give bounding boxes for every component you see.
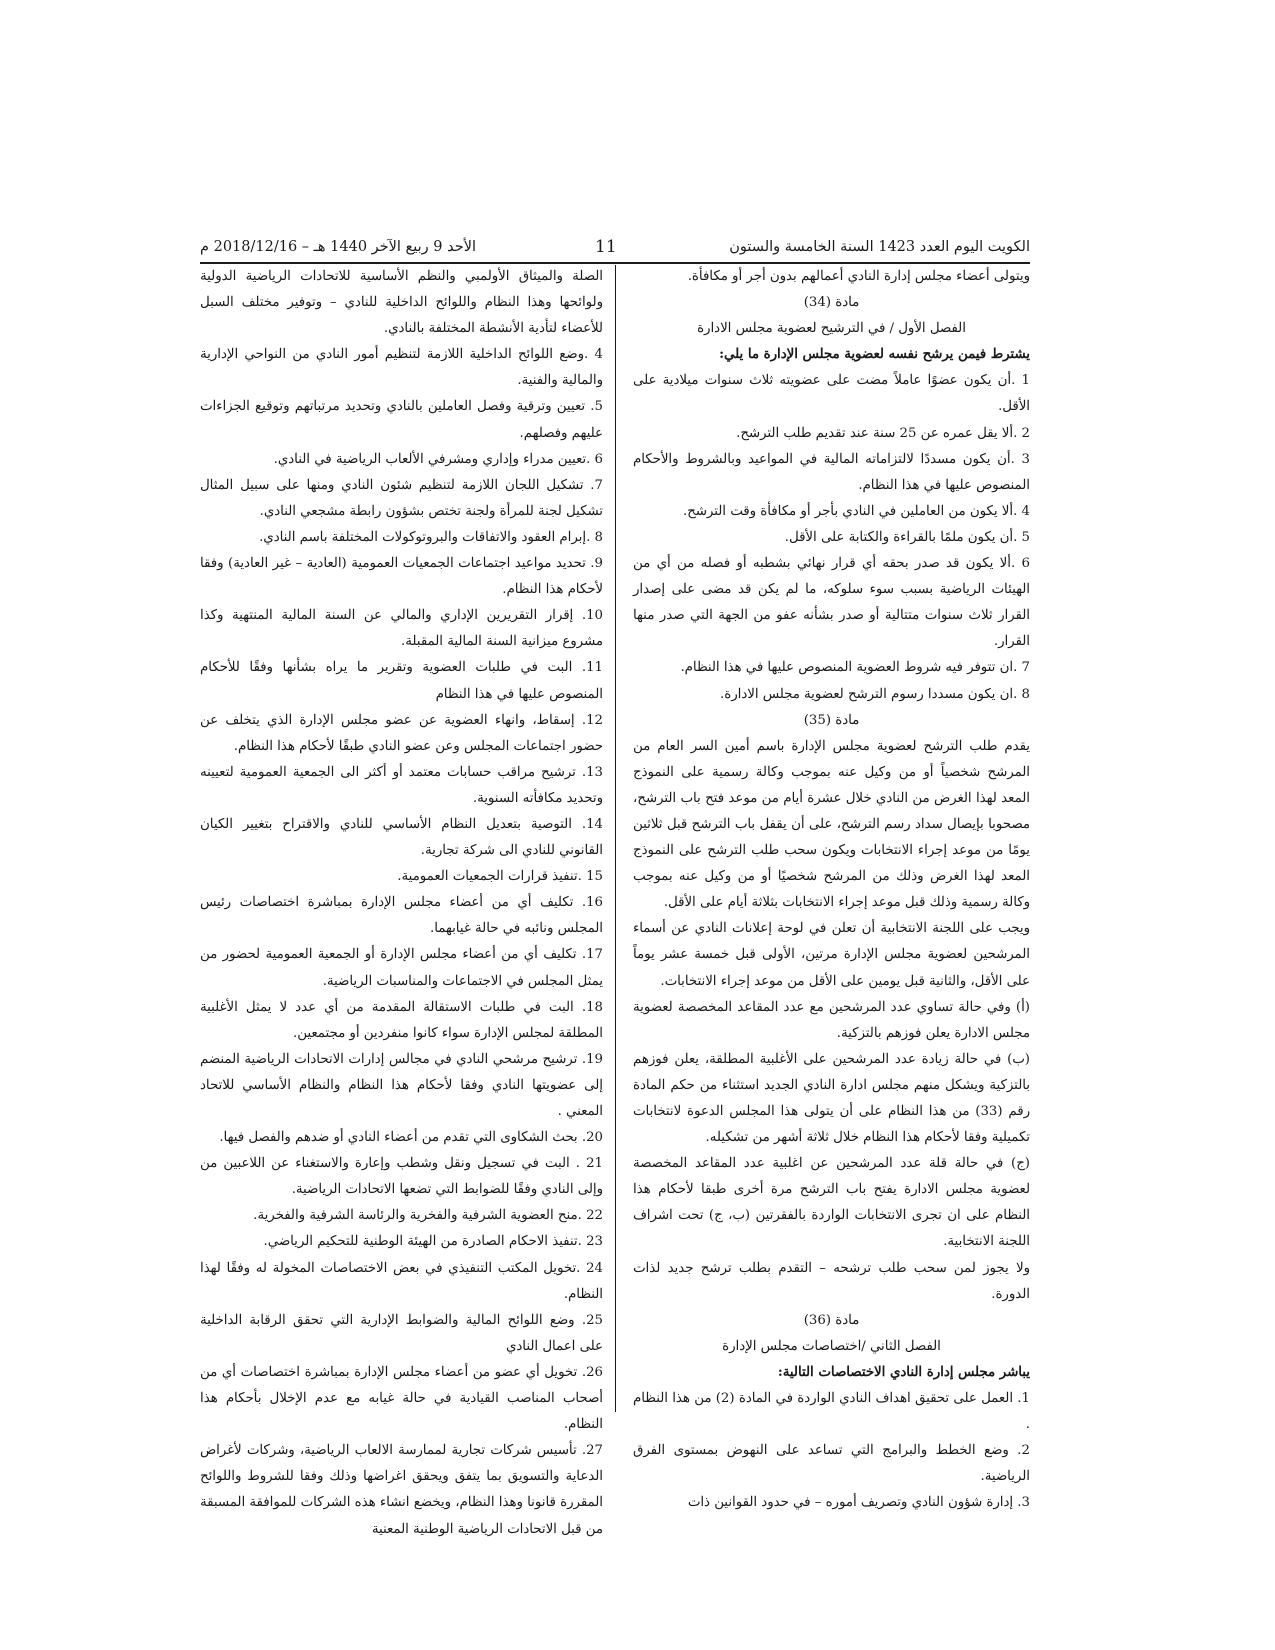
list-item: 9. تحديد مواعيد اجتماعات الجمعيات العمومية (العادية – غير العادية) وفقا لأحكام هذا النظام. [200,556,603,598]
article-35-title: مادة (35) [803,712,860,728]
list-item: 14. التوصية بتعديل النظام الأساسي للنادي والاقتراح بتغيير الكيان القانوني للنادي الى شركة تجارية. [200,816,603,859]
list-item: 23 .تنفيذ الاحكام الصادرة من الهيئة الوطنية للتحكيم الرياضي. [263,1234,603,1250]
article-35-paragraph: ويجب على اللجنة الانتخابية أن تعلن في لوحة إعلانات النادي عن أسماء المرشحين لعضوية مجلس الإدارة مرتين، الأولى قبل خمسة عشر يوماً على الأقل، والثانية قبل يومين على الأقل من موعد إجراء الانتخابات. [633,921,1030,989]
article-34-item: 4 .ألا يكون من العاملين في النادي بأجر أو مكافأة وقت الترشح. [682,503,1030,519]
list-item: 7. تشكيل اللجان اللازمة لتنظيم شئون النادي ومنها على سبيل المثال تشكيل لجنة للمرأة ولجنة تختص بشؤون رابطة مشجعي النادي. [200,477,603,519]
article-36-lead: يباشر مجلس إدارة النادي الاختصاصات التالية: [777,1364,1030,1380]
article-35-paragraph: يقدم طلب الترشح لعضوية مجلس الإدارة باسم أمين السر العام من المرشح شخصياً أو من وكيل عنه بموجب وكالة رسمية على النموذج المعد لهذا الغرض من النادي خلال عشرة أيام من موعد فتح باب الترشح، مصحوبا بإيصال سداد رسم الترشح، على أن يقفل باب الترشح قبل ثلاثين يومًا من موعد إجراء الانتخابات ويكون سحب طلب الترشح على النموذج المعد لهذا الغرض وذلك من المرشح شخصيًا أو من وكيل عنه بموجب وكالة رسمية وذلك قبل موعد إجراء الانتخابات بثلاثة أيام على الأقل. [633,738,1030,911]
article-34-lead: يشترط فيمن يرشح نفسه لعضوية مجلس الإدارة ما يلي: [719,347,1030,363]
article-36-item: 2. وضع الخطط والبرامج التي تساعد على النهوض بمستوى الفرق الرياضية. [633,1443,1030,1485]
article-34-item: 8 .ان يكون مسددا رسوم الترشح لعضوية مجلس الادارة. [720,686,1030,702]
list-item: 12. إسقاط، وانهاء العضوية عن عضو مجلس الإدارة الذي يتخلف عن حضور اجتماعات المجلس وعن عضو النادي طبقًا لأحكام هذا النظام. [200,712,603,754]
list-item: 20. بحث الشكاوى التي تقدم من أعضاء النادي أو ضدهم والفصل فيها. [219,1130,603,1146]
article-36-title: مادة (36) [803,1312,860,1328]
list-item: 25. وضع اللوائح المالية والضوابط الإدارية التي تحقق الرقابة الداخلية على اعمال النادي [200,1312,603,1354]
list-item: 6 .تعيين مدراء وإداري ومشرفي الألعاب الرياضية في النادي. [273,451,603,467]
list-item: 27. تأسيس شركات تجارية لممارسة الالعاب الرياضية، وشركات لأغراض الدعاية والتسويق بما يتفق ويحقق اغراضها وذلك وفقا للشروط واللوائح المقررة قانونا وهذا النظام، ويخضع انشاء هذه الشركات للموافقة المسبقة من قبل الاتحادات الرياضية الوطنية المعنية [200,1443,603,1537]
chapter-2-title: الفصل الثاني /اختصاصات مجلس الإدارة [722,1338,941,1354]
list-item: 21 . البت في تسجيل ونقل وشطب وإعارة والاستغناء عن اللاعبين من وإلى النادي وفقًا للضوابط التي تضعها الاتحادات الرياضية. [200,1156,603,1198]
article-34-item: 6 .ألا يكون قد صدر بحقه أي قرار نهائي بشطبه أو فصله من أي من الهيئات الرياضية بسبب سوء سلوكه، ما لم يكن قد مضى على إصدار القرار ثلاث سنوات متتالية أو صدر بشأنه عفو من الجهة التي صدر منها القرار. [633,556,1030,650]
article-34-title: مادة (34) [803,295,860,311]
right-column [633,264,1030,1517]
page-number: 11 [595,237,617,257]
list-item: 22 .منح العضوية الشرفية والفخرية والرئاسة الشرفية والفخرية. [253,1208,603,1224]
list-item: 10. إقرار التقريرين الإداري والمالي عن السنة المالية المنتهية وكذا مشروع ميزانية السنة المالية المقبلة. [200,608,603,650]
article-34-item: 1 .أن يكون عضوًا عاملاً مضت على عضويته ثلاث سنوات ميلادية على الأقل. [633,373,1030,415]
list-item: 18. البت في طلبات الاستقالة المقدمة من أي عدد لا يمثل الأغلبية المطلقة لمجلس الإدارة سواء كانوا منفردين أو مجتمعين. [200,999,603,1041]
list-item: 13. ترشيح مراقب حسابات معتمد أو أكثر الى الجمعية العمومية لتعيينه وتحديد مكافأته السنوية. [200,764,603,806]
list-item: 26. تخويل أي عضو من أعضاء مجلس الإدارة بمباشرة اختصاصات أي من أصحاب المناصب القيادية في حالة غيابه مع عدم الإخلال بأحكام هذا النظام. [200,1364,603,1433]
article-34-item: 2 .ألا يقل عمره عن 25 سنة عند تقديم طلب الترشح. [736,425,1030,441]
list-item: 5. تعيين وترقية وفصل العاملين بالنادي وتحديد مرتباتهم وتوقيع الجزاءات عليهم وفصلهم. [200,399,603,441]
intro-paragraph: ويتولى أعضاء مجلس إدارة النادي أعمالهم بدون أجر أو مكافأة. [687,269,1030,284]
list-item: 8 .إبرام العقود والاتفاقات والبروتوكولات المختلفة باسم النادي. [259,529,603,545]
article-36-item: 3. إدارة شؤون النادي وتصريف أموره – في حدود القوانين ذات [687,1495,1030,1511]
issue-date: الأحد 9 ربيع الآخر 1440 هـ – 2018/12/16 م [200,239,477,255]
column-divider [615,265,616,1412]
article-35-paragraph: (ج) في حالة قلة عدد المرشحين عن اغلبية عدد المقاعد المخصصة لعضوية مجلس الادارة يفتح باب الترشح مرة أخرى طبقا لأحكام هذا النظام على ان تجرى الانتخابات الواردة بالفقرتين (ب، ج) تحت اشراف اللجنة الانتخابية. [633,1156,1030,1250]
article-35-paragraph: (ب) في حالة زيادة عدد المرشحين على الأغلبية المطلقة، يعلن فوزهم بالتزكية ويشكل منهم مجلس ادارة النادي الجديد استثناء من حكم المادة رقم (33) من هذا النظام على أن يتولى هذا المجلس الدعوة لانتخابات تكميلية وفقا لأحكام هذا النظام خلال ثلاثة أشهر من تشكيله. [633,1051,1030,1146]
list-item: 16. تكليف أي من أعضاء مجلس الإدارة بمباشرة اختصاصات رئيس المجلس ونائبه في حالة غيابهما. [200,895,603,937]
left-column [200,264,603,1543]
list-item: 24 .تخويل المكتب التنفيذي في بعض الاختصاصات المخولة له وفقًا لهذا النظام. [200,1260,603,1302]
page-header [200,233,1030,261]
gazette-title: الكويت اليوم العدد 1423 السنة الخامسة والستون [729,239,1030,255]
list-item: 19. ترشيح مرشحي النادي في مجالس إدارات الاتحادات الرياضية المنضم إلى عضويتها النادي وفقا لأحكام هذا النظام والنظام الأساسي للاتحاد المعني . [200,1051,603,1119]
chapter-1-title: الفصل الأول / في الترشيح لعضوية مجلس الادارة [697,321,966,337]
article-35-paragraph: ولا يجوز لمن سحب طلب ترشحه – التقدم بطلب ترشح جديد لذات الدورة. [633,1260,1030,1302]
article-36-item: 1. العمل على تحقيق اهداف النادي الواردة في المادة (2) من هذا النظام . [633,1391,1030,1433]
article-34-item: 7 .ان تتوفر فيه شروط العضوية المنصوص عليها في هذا النظام. [680,660,1030,676]
list-item: الصلة والميثاق الأولمبي والنظم الأساسية للاتحادات الرياضية الدولية ولوائحها وهذا النظام واللوائح الداخلية للنادي – وتوفير مختلف السبل للأعضاء لتأدية الأنشطة المختلفة بالنادي. [200,269,603,337]
list-item: 17. تكليف أي من أعضاء مجلس الإدارة أو الجمعية العمومية لحضور من يمثل المجلس في الاجتماعات والمناسبات الرياضية. [200,947,603,989]
list-item: 15 .تنفيذ قرارات الجمعيات العمومية. [397,869,603,885]
article-34-item: 3 .أن يكون مسددًا لالتزاماته المالية في المواعيد وبالشروط والأحكام المنصوص عليها في هذا النظام. [633,451,1030,493]
list-item: 4 .وضع اللوائح الداخلية اللازمة لتنظيم أمور النادي من النواحي الإدارية والمالية والفنية. [200,347,603,389]
article-34-item: 5 .أن يكون ملمًا بالقراءة والكتابة على الأقل. [784,529,1030,545]
list-item: 11. البت في طلبات العضوية وتقرير ما يراه بشأنها وفقًا للأحكام المنصوص عليها في هذا النظام [200,660,603,702]
article-35-paragraph: (أ) وفي حالة تساوي عدد المرشحين مع عدد المقاعد المخصصة لعضوية مجلس الادارة يعلن فوزهم بالتزكية. [633,999,1030,1041]
